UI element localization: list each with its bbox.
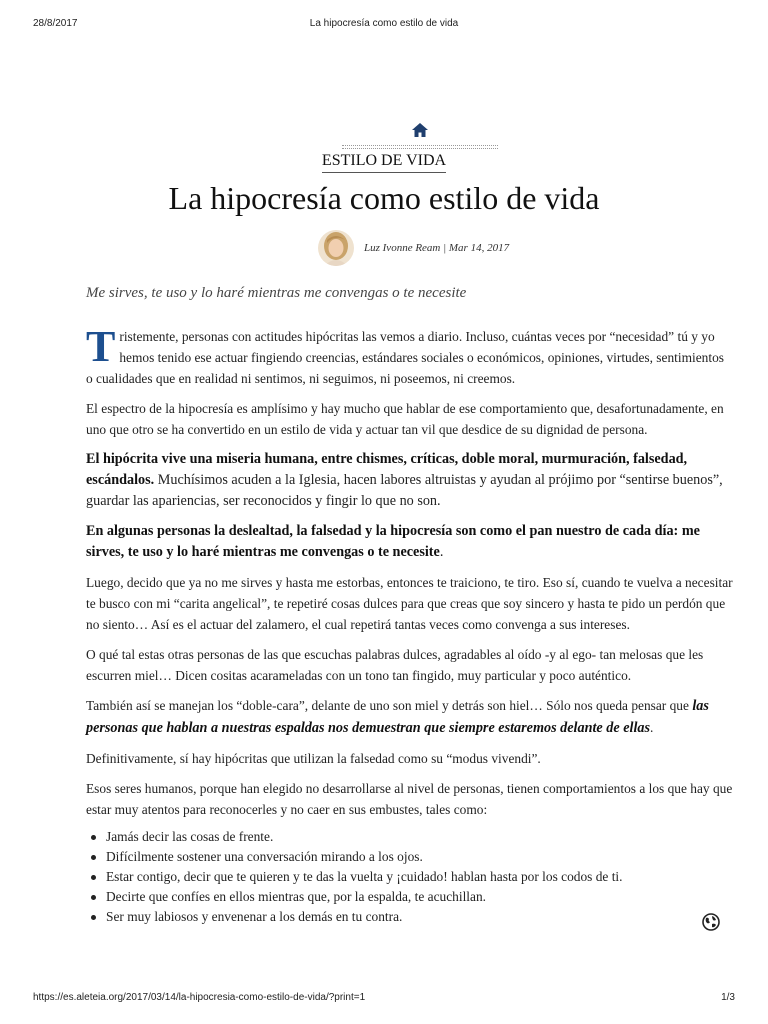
byline <box>318 228 509 268</box>
bullet-list <box>86 827 734 927</box>
bold-text: El hipócrita vive una miseria humana, entre chismes, críticas, doble moral, murmuración, falsedad, escándalos. <box>86 451 688 488</box>
paragraph <box>86 521 734 563</box>
print-footer <box>33 992 735 1006</box>
byline-text: Luz Ivonne Ream | Mar 14, 2017 <box>364 242 510 254</box>
print-url[interactable]: https://es.aleteia.org/2017/03/14/la-hipocresia-como-estilo-de-vida/?print=1 <box>33 992 366 1003</box>
paragraph: Definitivamente, sí hay hipócritas que utilizan la falsedad como su “modus vivendi”. <box>86 751 541 766</box>
paragraph: O qué tal estas otras personas de las que escuchas palabras dulces, agradables al oído -y al ego- tan melosas que les escurren miel… Dicen cositas acarameladas con un tono tan fingido, muy particular y poco auténtico. <box>86 647 704 683</box>
print-date: 28/8/2017 <box>33 18 78 29</box>
list-item: Ser muy labiosos y envenenar a los demás en tu contra. <box>86 907 734 927</box>
paragraph <box>86 449 734 512</box>
print-title: La hipocresía como estilo de vida <box>309 18 459 29</box>
print-header <box>33 18 735 32</box>
list-item: Jamás decir las cosas de frente. <box>86 827 734 847</box>
globe-icon[interactable] <box>702 913 720 931</box>
article-headline: La hipocresía como estilo de vida <box>168 180 600 216</box>
header-rule <box>342 148 498 149</box>
paragraph-text: . <box>439 544 444 560</box>
paragraph <box>86 322 734 389</box>
bold-text: En algunas personas la deslealtad, la falsedad y la hipocresía son como el pan nuestro de cada día: me sirves, te uso y lo haré mientras me convengas o te necesite <box>86 523 700 560</box>
article-body <box>86 322 734 927</box>
list-item: Estar contigo, decir que te quieren y te das la vuelta y ¡cuidado! hablan hasta por los codos de ti. <box>86 867 734 887</box>
paragraph: Esos seres humanos, porque han elegido no desarrollarse al nivel de personas, tienen comportamientos a los que hay que estar muy atentos para reconocerles y no caer en sus embustes, tales como: <box>86 781 733 817</box>
paragraph-text: ristemente, personas con actitudes hipócritas las vemos a diario. Incluso, cuántas veces por “necesidad” tú y yo hemos tenido ese actuar fingiendo creencias, estándares sociales o económicos, opiniones, virtudes, sentimientos o cualidades que en realidad ni sentimos, ni seguimos, ni poseemos, ni creemos. <box>86 329 724 386</box>
page-number: 1/3 <box>721 992 735 1003</box>
home-icon[interactable] <box>412 123 428 137</box>
section-link[interactable]: ESTILO DE VIDA <box>322 152 446 173</box>
paragraph: Luego, decido que ya no me sirves y hasta me estorbas, entonces te traiciono, te tiro. Eso sí, cuando te vuelva a necesitar te busco con mi “carita angelical”, te repetiré cosas dulces para que creas que soy sincero y hasta te pido un perdón que no siento… Así es el actuar del zalamero, el cual repetirá tantas veces como convenga a sus intereses. <box>86 575 733 632</box>
header-rule <box>342 145 498 146</box>
paragraph: El espectro de la hipocresía es amplísimo y hay mucho que hablar de ese comportamiento que, desafortunadamente, en uno que otro se ha convertido en un estilo de vida y actuar tan vil que desdice de su dignidad de persona. <box>86 401 724 437</box>
paragraph <box>86 695 734 739</box>
list-item: Decirte que confíes en ellos mientras que, por la espalda, te acuchillan. <box>86 887 734 907</box>
bold-italic-text: las personas que hablan a nuestras espaldas nos demuestran que siempre estaremos delante de ellas <box>86 698 709 736</box>
drop-cap: T <box>86 322 116 371</box>
paragraph-text: . <box>650 720 654 735</box>
article-subtitle: Me sirves, te uso y lo haré mientras me convengas o te necesite <box>86 285 467 301</box>
paragraph-text: Muchísimos acuden a la Iglesia, hacen labores altruistas y ayudan al prójimo por “sentirse buenos”, guardar las apariencias, ser reconocidos y fingir lo que no son. <box>86 472 723 509</box>
paragraph-text: También así se manejan los “doble-cara”, delante de uno son miel y detrás son hiel… Sólo nos queda pensar que <box>86 698 693 713</box>
list-item: Difícilmente sostener una conversación mirando a los ojos. <box>86 847 734 867</box>
author-avatar <box>318 230 354 266</box>
section-label <box>0 152 768 173</box>
